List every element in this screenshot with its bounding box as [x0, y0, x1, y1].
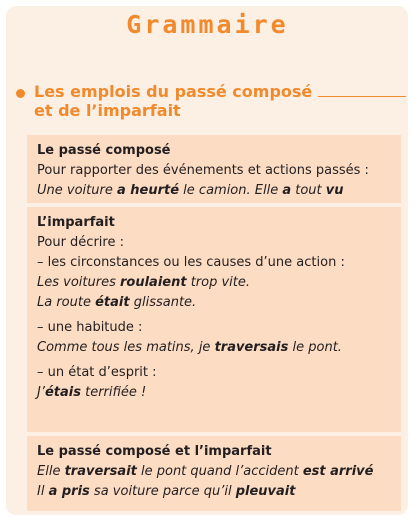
- verb-highlight: étais: [44, 385, 81, 400]
- box-heading: L’imparfait: [37, 215, 115, 230]
- example-text: trop vite.: [186, 275, 251, 290]
- imparfait-box: [27, 207, 401, 432]
- verb-highlight: est arrivé: [302, 464, 374, 479]
- box-heading: Le passé composé: [37, 143, 171, 158]
- example-sentence: [37, 383, 401, 403]
- example-sentence: [37, 482, 401, 502]
- example-text: tout: [291, 183, 326, 198]
- example-text: sa voiture parce qu’il: [89, 484, 236, 499]
- example-sentence: [37, 462, 401, 482]
- example-text: le pont quand l’accident: [136, 464, 303, 479]
- example-text: Une voiture: [37, 183, 117, 198]
- verb-highlight: était: [95, 295, 130, 310]
- verb-highlight: a pris: [48, 484, 90, 499]
- example-text: terrifiée !: [80, 385, 147, 400]
- example-text: le camion. Elle: [179, 183, 283, 198]
- header-rule: [318, 96, 406, 97]
- example-text: glissante.: [129, 295, 197, 310]
- verb-highlight: traversais: [214, 340, 289, 355]
- passe-compose-box: [27, 135, 401, 203]
- example-text: Elle: [37, 464, 65, 479]
- verb-highlight: pleuvait: [235, 484, 296, 499]
- example-text: le pont.: [288, 340, 342, 355]
- box-heading: Le passé composé et l’imparfait: [37, 444, 272, 459]
- example-text: La route: [37, 295, 96, 310]
- example-sentence: [37, 273, 401, 293]
- example-text: J’: [37, 385, 45, 400]
- verb-highlight: roulaient: [120, 275, 187, 290]
- box-text: Pour rapporter des événements et actions passés :: [37, 163, 369, 178]
- example-sentence: [37, 181, 401, 201]
- section-title-line1: Les emplois du passé composé: [34, 82, 313, 101]
- section-title-line2: et de l’imparfait: [34, 101, 181, 120]
- list-item: – une habitude :: [37, 320, 143, 335]
- verb-highlight: a heurté: [116, 183, 180, 198]
- bullet-icon: [16, 89, 25, 98]
- example-text: Les voitures: [37, 275, 120, 290]
- verb-highlight: vu: [325, 183, 344, 198]
- list-item: – un état d’esprit :: [37, 365, 157, 380]
- list-item: – les circonstances ou les causes d’une action :: [37, 255, 345, 270]
- example-text: Il: [37, 484, 49, 499]
- example-sentence: [37, 338, 401, 358]
- page-title: Grammaire: [126, 10, 289, 39]
- verb-highlight: a: [282, 183, 292, 198]
- example-text: Comme tous les matins, je: [37, 340, 215, 355]
- combined-box: [27, 436, 401, 511]
- section-title: [34, 82, 334, 120]
- verb-highlight: traversait: [64, 464, 137, 479]
- box-text: Pour décrire :: [37, 235, 124, 250]
- example-sentence: [37, 293, 401, 313]
